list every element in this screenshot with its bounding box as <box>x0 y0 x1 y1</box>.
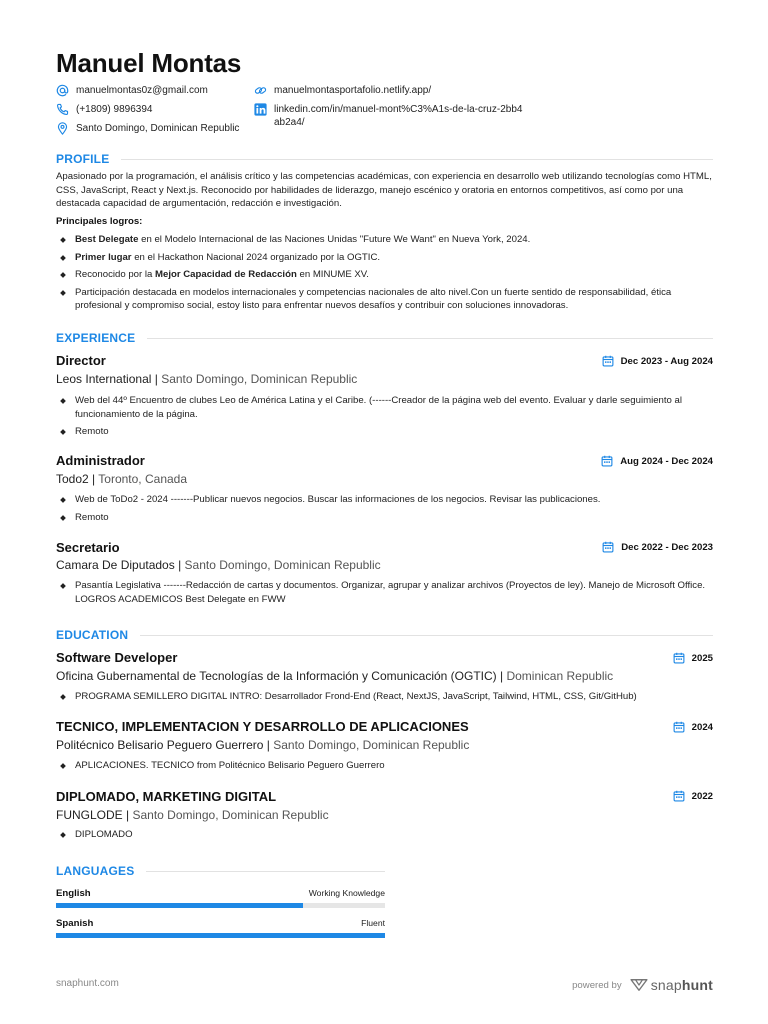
experience-bullets <box>56 493 713 528</box>
experience-bullets <box>56 394 713 443</box>
contact-phone[interactable] <box>56 103 239 116</box>
list-item: Pasantía Legislativa -------Redacción de cartas y documentos. Organizar, agrupar y analizar archivos (Proyectos de ley). Manejo de Microsoft Office. LOGROS ACADEMICOS Best Delegate en FWW <box>56 579 713 606</box>
education-organization: Oficina Gubernamental de Tecnologías de la Información y Comunicación (OGTIC) | Dominican Republic <box>56 669 614 683</box>
contact-website[interactable] <box>254 84 524 97</box>
language-name: English <box>56 888 91 899</box>
experience-title: Director <box>56 353 106 368</box>
language-item <box>56 918 385 938</box>
education-date: 2022 <box>673 790 713 802</box>
experience-heading: EXPERIENCE <box>56 331 136 345</box>
section-divider <box>140 635 713 636</box>
education-title: DIPLOMADO, MARKETING DIGITAL <box>56 789 277 804</box>
education-section-header <box>56 628 713 642</box>
list-item: Web de ToDo2 - 2024 -------Publicar nuevos negocios. Buscar las informaciones de los negocios. Revisar las publicaciones. <box>56 493 713 507</box>
list-item: Web del 44º Encuentro de clubes Leo de América Latina y el Caribe. (------Creador de la página web del evento. Evaluar y darle seguimiento al funcionamiento de la página. <box>56 394 713 421</box>
achievements-label: Principales logros: <box>56 216 143 227</box>
language-name: Spanish <box>56 918 94 929</box>
calendar-icon <box>673 721 685 733</box>
experience-organization: Todo2 | Toronto, Canada <box>56 472 188 486</box>
linkedin-icon <box>254 103 267 116</box>
contact-email[interactable] <box>56 84 239 97</box>
education-bullets <box>56 828 713 846</box>
proficiency-track <box>56 903 385 908</box>
list-item: Remoto <box>56 425 713 439</box>
experience-organization: Camara De Diputados | Santo Domingo, Dominican Republic <box>56 558 381 572</box>
language-level: Working Knowledge <box>308 888 385 898</box>
language-item <box>56 888 385 908</box>
education-heading: EDUCATION <box>56 628 129 642</box>
contact-linkedin[interactable] <box>254 103 524 129</box>
education-bullets <box>56 759 713 777</box>
calendar-icon <box>602 541 614 553</box>
section-divider <box>147 338 713 339</box>
experience-organization: Leos International | Santo Domingo, Dominican Republic <box>56 372 358 386</box>
experience-section-header <box>56 331 713 345</box>
experience-title: Secretario <box>56 540 120 555</box>
experience-date: Dec 2022 - Dec 2023 <box>602 541 713 553</box>
experience-date: Aug 2024 - Dec 2024 <box>601 455 713 467</box>
profile-section-header <box>56 152 713 166</box>
powered-by-label: powered by <box>572 979 622 991</box>
phone-text: (+1809) 9896394 <box>76 104 153 115</box>
contact-right <box>254 84 524 135</box>
phone-icon <box>56 103 69 116</box>
experience-date: Dec 2023 - Aug 2024 <box>602 355 713 367</box>
map-pin-icon <box>56 122 69 135</box>
proficiency-bar <box>56 933 385 938</box>
brand-name: snaphunt <box>650 977 713 993</box>
proficiency-track <box>56 933 385 938</box>
website-text: manuelmontasportafolio.netlify.app/ <box>274 85 432 96</box>
achievement-item: Best Delegate en el Modelo Internacional de las Naciones Unidas "Future We Want" en Nueva York, 2024. <box>56 233 713 247</box>
candidate-name: Manuel Montas <box>56 48 242 78</box>
location-text: Santo Domingo, Dominican Republic <box>76 123 240 134</box>
education-date: 2025 <box>673 652 713 664</box>
list-item: APLICACIONES. TECNICO from Politécnico Belisario Peguero Guerrero <box>56 759 713 773</box>
achievement-item: Participación destacada en modelos internacionales y competencias nacionales de alto nivel.Con un fuerte sentido de responsabilidad, ética profesional y compromiso social, estoy listo para enfrentar nuevos desafíos y contribuir con soluciones innovadoras. <box>56 286 713 313</box>
languages-heading: LANGUAGES <box>56 864 135 878</box>
achievements-list <box>56 233 713 317</box>
achievement-item: Reconocido por la Mejor Capacidad de Redacción en MINUME XV. <box>56 268 713 282</box>
section-divider <box>146 871 385 872</box>
education-organization: Politécnico Belisario Peguero Guerrero | Santo Domingo, Dominican Republic <box>56 738 470 752</box>
snaphunt-logo-icon <box>630 978 648 992</box>
linkedin-text: linkedin.com/in/manuel-mont%C3%A1s-de-la-cruz-2bb4ab2a4/ <box>274 104 523 128</box>
education-date: 2024 <box>673 721 713 733</box>
contact-left <box>56 84 239 141</box>
section-divider <box>121 159 713 160</box>
experience-title: Administrador <box>56 453 145 468</box>
link-icon <box>254 84 267 97</box>
calendar-icon <box>602 355 614 367</box>
footer-site-link[interactable]: snaphunt.com <box>56 978 119 989</box>
list-item: PROGRAMA SEMILLERO DIGITAL INTRO: Desarrollador Frond-End (React, NextJS, JavaScript, Tailwind, HTML, CSS, Git/GitHub) <box>56 690 713 704</box>
profile-summary: Apasionado por la programación, el análisis crítico y las competencias académicas, con experiencia en desarrollo web utilizando tecnologías como HTML, CSS, JavaScript, React y Next.js. Reconocido por habilidades de liderazgo, manejo escénico y oratoria en entornos competitivos, así como por una destacada capacidad de argumentación, redacción e investigación. <box>56 171 712 209</box>
email-text: manuelmontas0z@gmail.com <box>76 85 208 96</box>
list-item: DIPLOMADO <box>56 828 713 842</box>
experience-bullets <box>56 579 713 610</box>
at-sign-icon <box>56 84 69 97</box>
education-bullets <box>56 690 713 708</box>
footer-brand[interactable] <box>572 977 713 993</box>
calendar-icon <box>601 455 613 467</box>
proficiency-bar <box>56 903 303 908</box>
profile-heading: PROFILE <box>56 152 110 166</box>
education-organization: FUNGLODE | Santo Domingo, Dominican Republic <box>56 808 329 822</box>
contact-location <box>56 122 239 135</box>
list-item: Remoto <box>56 511 713 525</box>
education-title: Software Developer <box>56 650 178 665</box>
language-level: Fluent <box>361 918 385 928</box>
education-title: TECNICO, IMPLEMENTACION Y DESARROLLO DE APLICACIONES <box>56 719 469 734</box>
calendar-icon <box>673 652 685 664</box>
calendar-icon <box>673 790 685 802</box>
languages-section-header <box>56 864 385 878</box>
achievement-item: Primer lugar en el Hackathon Nacional 2024 organizado por la OGTIC. <box>56 251 713 265</box>
